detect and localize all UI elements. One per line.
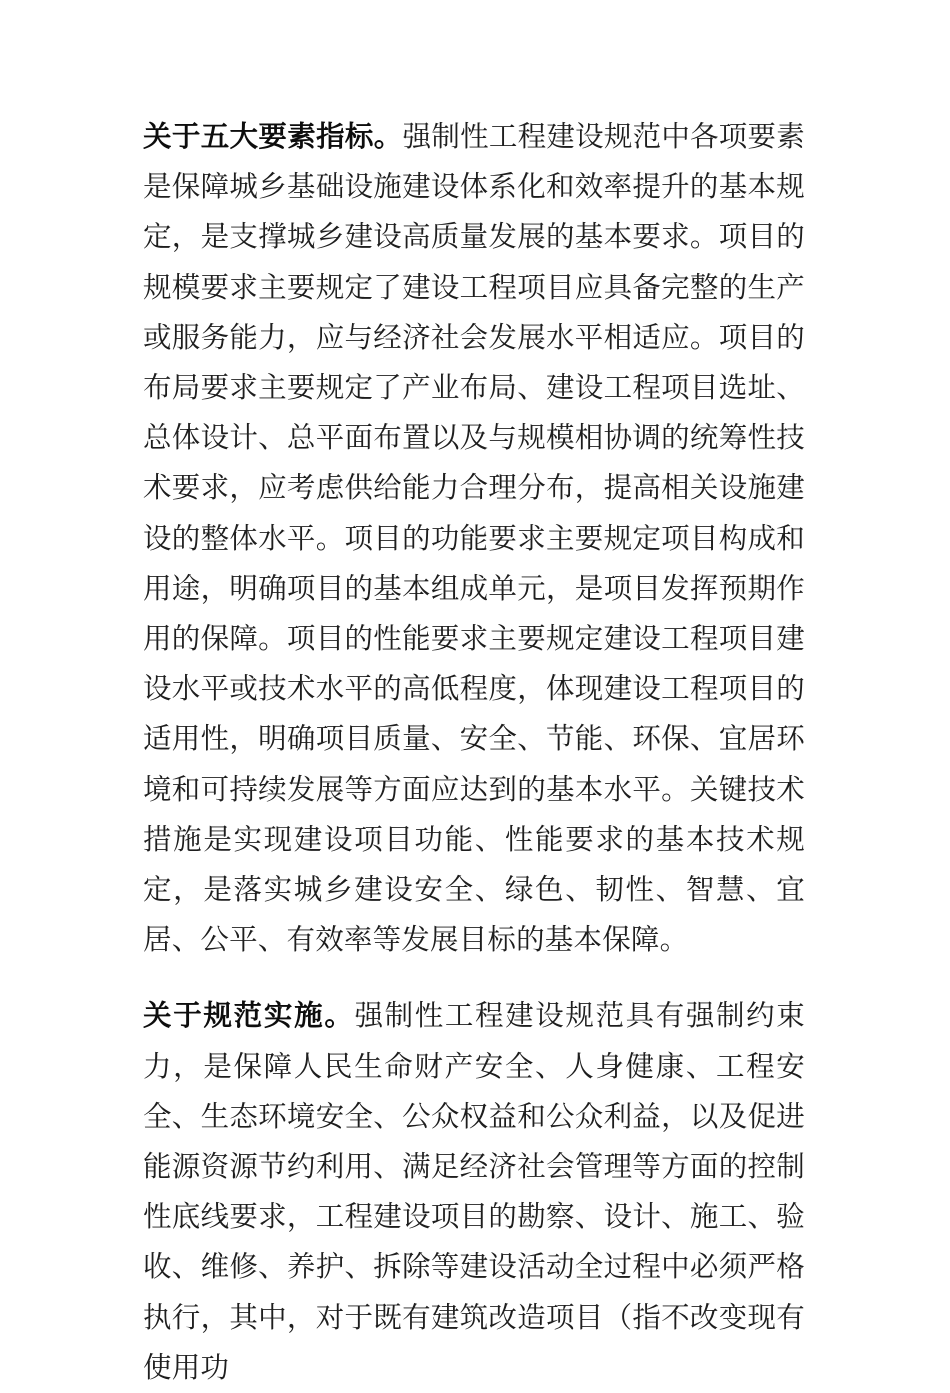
paragraph-lead-standard-implementation: 关于规范实施。 [143, 1000, 355, 1033]
paragraph-text-five-key-elements: 强制性工程建设规范中各项要素是保障城乡基础设施建设体系化和效率提升的基本规定，是支撑城乡建设高质量发展的基本要求。项目的规模要求主要规定了建设工程项目应具备完整的生产或服务能力，应与经济社会发展水平相适应。项目的布局要求主要规定了产业布局、建设工程项目选址、总体设计、总平面布置以及与规模相协调的统筹性技术要求，应考虑供给能力合理分布，提高相关设施建设的整体水平。项目的功能要求主要规定项目构成和用途，明确项目的基本组成单元，是项目发挥预期作用的保障。项目的性能要求主要规定建设工程项目建设水平或技术水平的高低程度，体现建设工程项目的适用性，明确项目质量、安全、节能、环保、宜居环境和可持续发展等方面应达到的基本水平。关键技术措施是实现建设项目功能、性能要求的基本技术规定，是落实城乡建设安全、绿色、韧性、智慧、宜居、公平、有效率等发展目标的基本保障。 [143, 121, 805, 957]
paragraph-standard-implementation [143, 991, 805, 1393]
paragraph-lead-five-key-elements: 关于五大要素指标。 [143, 121, 403, 153]
document-body [143, 112, 805, 1393]
paragraph-five-key-elements [143, 112, 805, 965]
paragraph-text-standard-implementation: 强制性工程建设规范具有强制约束力，是保障人民生命财产安全、人身健康、工程安全、生态环境安全、公众权益和公众利益，以及促进能源资源节约利用、满足经济社会管理等方面的控制性底线要求，工程建设项目的勘察、设计、施工、验收、维修、养护、拆除等建设活动全过程中必须严格执行，其中，对于既有建筑改造项目（指不改变现有使用功 [143, 1000, 805, 1384]
